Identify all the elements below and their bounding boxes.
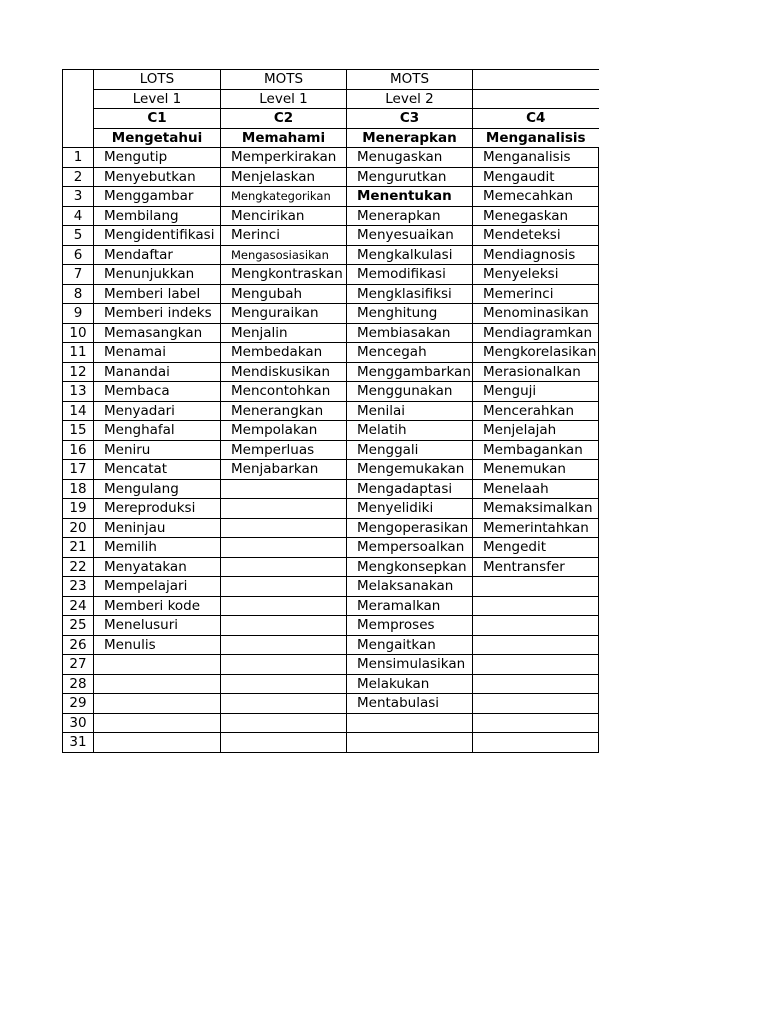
- cell-c1: Menunjukkan: [94, 265, 221, 285]
- cell-c3: Mentabulasi: [347, 694, 473, 714]
- row-number: 18: [63, 479, 94, 499]
- row-number: 6: [63, 245, 94, 265]
- table-row: [63, 440, 599, 460]
- cell-c1: [94, 674, 221, 694]
- row-number: 25: [63, 616, 94, 636]
- table-row: [63, 557, 599, 577]
- cell-c3: Mengoperasikan: [347, 518, 473, 538]
- cell-c3: Menggali: [347, 440, 473, 460]
- row-number: 12: [63, 362, 94, 382]
- header-cell: C3: [347, 109, 473, 129]
- table-row: [63, 167, 599, 187]
- cell-c4: [473, 694, 599, 714]
- cell-c2: Mengkontraskan: [221, 265, 347, 285]
- table-row: [63, 460, 599, 480]
- cell-c3: [347, 733, 473, 753]
- table-row: [63, 401, 599, 421]
- cell-c4: [473, 655, 599, 675]
- cell-c3: Mengkonsepkan: [347, 557, 473, 577]
- cell-c4: Mendeteksi: [473, 226, 599, 246]
- row-number: 13: [63, 382, 94, 402]
- corner-cell: [63, 70, 94, 148]
- row-number: 16: [63, 440, 94, 460]
- cell-c2: Mencirikan: [221, 206, 347, 226]
- cell-c4: Menelaah: [473, 479, 599, 499]
- cell-c1: Menggambar: [94, 187, 221, 207]
- cell-c4: Mendiagnosis: [473, 245, 599, 265]
- table-row: [63, 577, 599, 597]
- row-number: 24: [63, 596, 94, 616]
- cell-c1: Memberi indeks: [94, 304, 221, 324]
- cell-c3: Mengurutkan: [347, 167, 473, 187]
- cell-c4: Menguji: [473, 382, 599, 402]
- cell-c3: Menugaskan: [347, 148, 473, 168]
- header-row-name: [63, 128, 599, 148]
- cell-c1: Membaca: [94, 382, 221, 402]
- cell-c2: Mengubah: [221, 284, 347, 304]
- cell-c2: Mempolakan: [221, 421, 347, 441]
- table-row: [63, 226, 599, 246]
- table-row: [63, 635, 599, 655]
- row-number: 21: [63, 538, 94, 558]
- cell-c2: Merinci: [221, 226, 347, 246]
- cell-c4: Membagankan: [473, 440, 599, 460]
- row-number: 10: [63, 323, 94, 343]
- table-row: [63, 479, 599, 499]
- cell-c4: Memaksimalkan: [473, 499, 599, 519]
- cell-c1: Mereproduksi: [94, 499, 221, 519]
- cell-c4: [473, 616, 599, 636]
- cell-c3: Mengadaptasi: [347, 479, 473, 499]
- table-row: [63, 304, 599, 324]
- cell-c1: [94, 694, 221, 714]
- cell-c2: [221, 635, 347, 655]
- taxonomy-table: [62, 69, 599, 753]
- row-number: 27: [63, 655, 94, 675]
- cell-c2: Memperkirakan: [221, 148, 347, 168]
- table-row: [63, 616, 599, 636]
- cell-c1: Mencatat: [94, 460, 221, 480]
- table-row: [63, 265, 599, 285]
- cell-c4: Memerintahkan: [473, 518, 599, 538]
- table-row: [63, 694, 599, 714]
- header-cell: Menerapkan: [347, 128, 473, 148]
- cell-c3: Menilai: [347, 401, 473, 421]
- table-row: [63, 499, 599, 519]
- header-cell: [473, 70, 599, 90]
- cell-c3: Mengklasifiksi: [347, 284, 473, 304]
- table-row: [63, 655, 599, 675]
- row-number: 30: [63, 713, 94, 733]
- cell-c4: Menjelajah: [473, 421, 599, 441]
- cell-c2: [221, 674, 347, 694]
- row-number: 31: [63, 733, 94, 753]
- cell-c2: [221, 518, 347, 538]
- cell-c3: Meramalkan: [347, 596, 473, 616]
- cell-c2: Mengasosiasikan: [221, 245, 347, 265]
- header-cell: Level 1: [94, 89, 221, 109]
- cell-c1: Menyebutkan: [94, 167, 221, 187]
- cell-c2: [221, 538, 347, 558]
- cell-c3: Mempersoalkan: [347, 538, 473, 558]
- row-number: 22: [63, 557, 94, 577]
- cell-c2: Mengkategorikan: [221, 187, 347, 207]
- cell-c4: [473, 635, 599, 655]
- cell-c1: Membilang: [94, 206, 221, 226]
- table-row: [63, 518, 599, 538]
- cell-c3: Memproses: [347, 616, 473, 636]
- table-row: [63, 674, 599, 694]
- row-number: 4: [63, 206, 94, 226]
- cell-c2: [221, 596, 347, 616]
- cell-c4: Menegaskan: [473, 206, 599, 226]
- table-row: [63, 148, 599, 168]
- cell-c3: Menggambarkan: [347, 362, 473, 382]
- table-row: [63, 245, 599, 265]
- cell-c1: Memberi label: [94, 284, 221, 304]
- cell-c4: [473, 713, 599, 733]
- row-number: 11: [63, 343, 94, 363]
- cell-c1: Memasangkan: [94, 323, 221, 343]
- table-row: [63, 382, 599, 402]
- cell-c4: Mendiagramkan: [473, 323, 599, 343]
- row-number: 29: [63, 694, 94, 714]
- row-number: 28: [63, 674, 94, 694]
- cell-c1: Mengutip: [94, 148, 221, 168]
- cell-c4: Mengaudit: [473, 167, 599, 187]
- cell-c2: [221, 499, 347, 519]
- cell-c3: Menerapkan: [347, 206, 473, 226]
- row-number: 26: [63, 635, 94, 655]
- header-cell: MOTS: [221, 70, 347, 90]
- cell-c2: [221, 694, 347, 714]
- cell-c4: Menemukan: [473, 460, 599, 480]
- cell-c1: Mengulang: [94, 479, 221, 499]
- cell-c4: Menganalisis: [473, 148, 599, 168]
- header-row-level: [63, 89, 599, 109]
- row-number: 2: [63, 167, 94, 187]
- row-number: 15: [63, 421, 94, 441]
- cell-c4: Menyeleksi: [473, 265, 599, 285]
- cell-c1: Menyatakan: [94, 557, 221, 577]
- row-number: 3: [63, 187, 94, 207]
- cell-c2: Menerangkan: [221, 401, 347, 421]
- row-number: 7: [63, 265, 94, 285]
- cell-c1: Meniru: [94, 440, 221, 460]
- table-row: [63, 421, 599, 441]
- cell-c1: Menyadari: [94, 401, 221, 421]
- cell-c4: [473, 733, 599, 753]
- cell-c1: [94, 655, 221, 675]
- cell-c2: [221, 577, 347, 597]
- cell-c1: Mempelajari: [94, 577, 221, 597]
- cell-c3: Melatih: [347, 421, 473, 441]
- cell-c3: Menggunakan: [347, 382, 473, 402]
- header-cell: [473, 89, 599, 109]
- cell-c4: [473, 674, 599, 694]
- header-row-code: [63, 109, 599, 129]
- cell-c2: Mencontohkan: [221, 382, 347, 402]
- cell-c2: [221, 713, 347, 733]
- row-number: 9: [63, 304, 94, 324]
- cell-c1: Menghafal: [94, 421, 221, 441]
- cell-c3: Menyesuaikan: [347, 226, 473, 246]
- cell-c4: Memerinci: [473, 284, 599, 304]
- cell-c1: Menamai: [94, 343, 221, 363]
- cell-c2: [221, 557, 347, 577]
- cell-c3: Mencegah: [347, 343, 473, 363]
- header-cell: Memahami: [221, 128, 347, 148]
- table-row: [63, 733, 599, 753]
- cell-c4: Mengkorelasikan: [473, 343, 599, 363]
- row-number: 23: [63, 577, 94, 597]
- row-number: 5: [63, 226, 94, 246]
- header-cell: Mengetahui: [94, 128, 221, 148]
- table-row: [63, 343, 599, 363]
- cell-c3: Membiasakan: [347, 323, 473, 343]
- table-row: [63, 206, 599, 226]
- row-number: 1: [63, 148, 94, 168]
- table-row: [63, 323, 599, 343]
- cell-c4: Merasionalkan: [473, 362, 599, 382]
- cell-c3: Memodifikasi: [347, 265, 473, 285]
- cell-c2: Menguraikan: [221, 304, 347, 324]
- row-number: 19: [63, 499, 94, 519]
- cell-c3: Melakukan: [347, 674, 473, 694]
- header-cell: Level 2: [347, 89, 473, 109]
- table-row: [63, 713, 599, 733]
- header-cell: C2: [221, 109, 347, 129]
- cell-c1: Manandai: [94, 362, 221, 382]
- cell-c2: [221, 655, 347, 675]
- header-cell: MOTS: [347, 70, 473, 90]
- cell-c1: Memilih: [94, 538, 221, 558]
- table-row: [63, 187, 599, 207]
- cell-c4: [473, 596, 599, 616]
- cell-c1: Menulis: [94, 635, 221, 655]
- cell-c3: Menghitung: [347, 304, 473, 324]
- row-number: 20: [63, 518, 94, 538]
- cell-c3: Menyelidiki: [347, 499, 473, 519]
- table-row: [63, 362, 599, 382]
- cell-c1: Meninjau: [94, 518, 221, 538]
- row-number: 14: [63, 401, 94, 421]
- row-number: 8: [63, 284, 94, 304]
- cell-c4: Mengedit: [473, 538, 599, 558]
- cell-c4: Menominasikan: [473, 304, 599, 324]
- cell-c1: [94, 733, 221, 753]
- cell-c1: Mendaftar: [94, 245, 221, 265]
- cell-c3: Mengemukakan: [347, 460, 473, 480]
- cell-c2: Menjalin: [221, 323, 347, 343]
- header-cell: Menganalisis: [473, 128, 599, 148]
- cell-c4: Mencerahkan: [473, 401, 599, 421]
- header-cell: C4: [473, 109, 599, 129]
- header-cell: C1: [94, 109, 221, 129]
- cell-c4: Mentransfer: [473, 557, 599, 577]
- cell-c1: Mengidentifikasi: [94, 226, 221, 246]
- cell-c3: Mengkalkulasi: [347, 245, 473, 265]
- table-row: [63, 284, 599, 304]
- cell-c3: Melaksanakan: [347, 577, 473, 597]
- cell-c1: Menelusuri: [94, 616, 221, 636]
- cell-c2: Mendiskusikan: [221, 362, 347, 382]
- cell-c2: Membedakan: [221, 343, 347, 363]
- cell-c2: Memperluas: [221, 440, 347, 460]
- header-cell: Level 1: [221, 89, 347, 109]
- cell-c4: [473, 577, 599, 597]
- table-row: [63, 596, 599, 616]
- cell-c2: [221, 616, 347, 636]
- cell-c2: [221, 733, 347, 753]
- cell-c2: Menjabarkan: [221, 460, 347, 480]
- cell-c1: [94, 713, 221, 733]
- cell-c3: Mengaitkan: [347, 635, 473, 655]
- header-cell: LOTS: [94, 70, 221, 90]
- table-row: [63, 538, 599, 558]
- row-number: 17: [63, 460, 94, 480]
- cell-c3: [347, 713, 473, 733]
- cell-c3: Mensimulasikan: [347, 655, 473, 675]
- cell-c3: Menentukan: [347, 187, 473, 207]
- cell-c2: Menjelaskan: [221, 167, 347, 187]
- cell-c1: Memberi kode: [94, 596, 221, 616]
- cell-c2: [221, 479, 347, 499]
- cell-c4: Memecahkan: [473, 187, 599, 207]
- header-row-category: [63, 70, 599, 90]
